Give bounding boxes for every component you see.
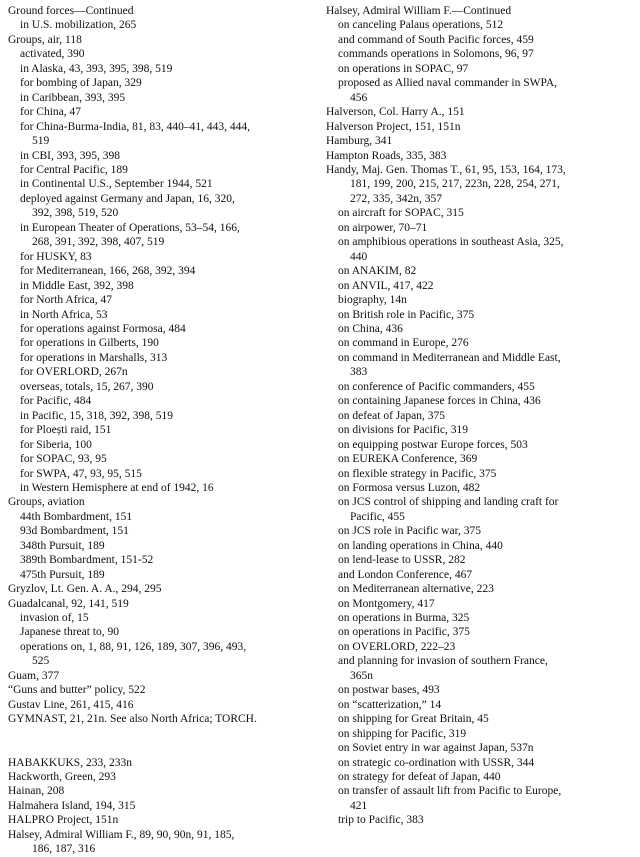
index-continuation: Pacific, 455 (350, 510, 405, 523)
index-subentry: operations on, 1, 88, 91, 126, 189, 307, 396, 493, (20, 640, 247, 653)
index-continuation: 392, 398, 519, 520 (32, 207, 119, 220)
index-subentry: on operations in SOPAC, 97 (338, 62, 469, 75)
index-subentry: in Caribbean, 393, 395 (20, 91, 126, 104)
index-subentry: and planning for invasion of southern France, (338, 655, 548, 668)
index-heading: Ground forces—Continued (8, 5, 134, 17)
index-heading: GYMNAST, 21, 21n. See also North Africa; TORCH. (8, 713, 257, 726)
index-continuation: 268, 391, 392, 398, 407, 519 (32, 236, 165, 249)
index-heading: Groups, air, 118 (8, 33, 82, 46)
index-subentry: on Soviet entry in war against Japan, 537n (338, 742, 534, 755)
index-heading: Halsey, Admiral William F.—Continued (326, 5, 512, 17)
index-subentry: for operations in Gilberts, 190 (20, 337, 159, 350)
index-heading: Hampton Roads, 335, 383 (326, 149, 447, 162)
index-subentry: on command in Europe, 276 (338, 337, 469, 350)
index-subentry: for Pacific, 484 (20, 395, 92, 408)
index-subentry: proposed as Allied naval commander in SWPA, (338, 77, 557, 90)
index-heading: Gustav Line, 261, 415, 416 (8, 698, 134, 711)
index-continuation: 365n (350, 669, 373, 682)
index-heading: HABAKKUKS, 233, 233n (8, 756, 132, 769)
index-continuation: 272, 335, 342n, 357 (350, 192, 442, 205)
index-subentry: on shipping for Great Britain, 45 (338, 713, 489, 726)
index-subentry: on ANAKIM, 82 (338, 265, 417, 278)
index-subentry: for operations against Formosa, 484 (20, 322, 186, 335)
index-heading: Handy, Maj. Gen. Thomas T., 61, 95, 153, 164, 173, (326, 163, 566, 176)
index-heading: Hamburg, 341 (326, 135, 393, 148)
index-subentry: on British role in Pacific, 375 (338, 308, 475, 321)
index-subentry: on conference of Pacific commanders, 455 (338, 380, 535, 393)
index-heading: Guam, 377 (8, 669, 60, 682)
index-continuation: 181, 199, 200, 215, 217, 223n, 228, 254, 271, (350, 178, 560, 191)
index-subentry: on Montgomery, 417 (338, 597, 435, 610)
index-heading: HALPRO Project, 151n (8, 814, 119, 827)
index-subentry: in North Africa, 53 (20, 308, 108, 321)
index-subentry: on airpower, 70–71 (338, 221, 428, 234)
index-subentry: for OVERLORD, 267n (20, 366, 128, 379)
index-subentry: on strategic co-ordination with USSR, 344 (338, 756, 535, 769)
index-continuation: 383 (350, 366, 368, 379)
index-subentry: on ANVIL, 417, 422 (338, 279, 434, 292)
index-column-left (8, 4, 313, 857)
index-subentry: in Pacific, 15, 318, 392, 398, 519 (20, 409, 173, 422)
index-subentry: 475th Pursuit, 189 (20, 568, 105, 581)
index-subentry: in Middle East, 392, 398 (20, 279, 134, 292)
index-heading: Hackworth, Green, 293 (8, 770, 116, 783)
index-subentry: for bombing of Japan, 329 (20, 77, 142, 90)
index-subentry: on postwar bases, 493 (338, 684, 440, 697)
index-subentry: for North Africa, 47 (20, 294, 112, 307)
index-subentry: 44th Bombardment, 151 (20, 510, 133, 523)
index-column-right (326, 4, 634, 828)
index-heading: Hainan, 208 (8, 785, 65, 798)
index-subentry: on OVERLORD, 222–23 (338, 640, 456, 653)
index-continuation: 519 (32, 135, 50, 148)
index-subentry: in European Theater of Operations, 53–54, 166, (20, 221, 240, 234)
index-continuation: 186, 187, 316 (32, 843, 96, 856)
blank-line (8, 741, 313, 755)
index-subentry: for HUSKY, 83 (20, 250, 92, 263)
index-subentry: in CBI, 393, 395, 398 (20, 149, 120, 162)
index-subentry: on EUREKA Conference, 369 (338, 453, 478, 466)
index-subentry: Japanese threat to, 90 (20, 626, 119, 639)
index-subentry: for SWPA, 47, 93, 95, 515 (20, 467, 142, 480)
index-subentry: for Central Pacific, 189 (20, 163, 128, 176)
index-subentry: on landing operations in China, 440 (338, 539, 503, 552)
index-subentry: in U.S. mobilization, 265 (20, 19, 137, 32)
index-subentry: for Ploești raid, 151 (20, 424, 112, 437)
index-subentry: on China, 436 (338, 322, 403, 335)
index-subentry: on flexible strategy in Pacific, 375 (338, 467, 497, 480)
index-subentry: on shipping for Pacific, 319 (338, 727, 467, 740)
index-subentry: in Continental U.S., September 1944, 521 (20, 178, 213, 191)
index-subentry: 93d Bombardment, 151 (20, 525, 129, 538)
index-subentry: for operations in Marshalls, 313 (20, 351, 168, 364)
index-subentry: trip to Pacific, 383 (338, 814, 424, 827)
index-heading: Gryzlov, Lt. Gen. A. A., 294, 295 (8, 583, 162, 596)
index-continuation: 421 (350, 799, 368, 812)
index-subentry: overseas, totals, 15, 267, 390 (20, 380, 154, 393)
index-subentry: on Mediterranean alternative, 223 (338, 583, 494, 596)
index-subentry: 389th Bombardment, 151-52 (20, 554, 154, 567)
index-subentry: on command in Mediterranean and Middle East, (338, 351, 561, 364)
index-subentry: on “scatterization,” 14 (338, 698, 442, 711)
index-subentry: on operations in Pacific, 375 (338, 626, 470, 639)
index-heading: Halverson Project, 151, 151n (326, 120, 461, 133)
index-subentry: on divisions for Pacific, 319 (338, 424, 468, 437)
index-subentry: on strategy for defeat of Japan, 440 (338, 771, 501, 784)
index-subentry: for SOPAC, 93, 95 (20, 453, 107, 466)
index-continuation: 456 (350, 91, 368, 104)
index-subentry: and command of South Pacific forces, 459 (338, 33, 534, 46)
index-subentry: activated, 390 (20, 48, 85, 61)
index-heading: “Guns and butter” policy, 522 (8, 684, 146, 697)
index-continuation: 525 (32, 655, 50, 668)
index-subentry: for China, 47 (20, 106, 82, 119)
index-subentry: on aircraft for SOPAC, 315 (338, 207, 464, 220)
index-subentry: invasion of, 15 (20, 612, 89, 625)
index-subentry: on JCS role in Pacific war, 375 (338, 525, 481, 538)
index-subentry: on Formosa versus Luzon, 482 (338, 481, 481, 494)
index-subentry: biography, 14n (338, 294, 407, 307)
index-continuation: 440 (350, 250, 368, 263)
index-subentry: 348th Pursuit, 189 (20, 539, 105, 552)
index-subentry: in Western Hemisphere at end of 1942, 16 (20, 481, 214, 494)
index-heading: Halverson, Col. Harry A., 151 (326, 106, 465, 119)
index-heading: Halsey, Admiral William F., 89, 90, 90n, 91, 185, (8, 828, 235, 841)
index-subentry: for Mediterranean, 166, 268, 392, 394 (20, 265, 196, 278)
index-subentry: and London Conference, 467 (338, 568, 473, 581)
index-heading: Groups, aviation (8, 496, 85, 509)
blank-line (8, 727, 313, 741)
index-subentry: on operations in Burma, 325 (338, 612, 470, 625)
index-subentry: on canceling Palaus operations, 512 (338, 19, 504, 32)
index-subentry: on transfer of assault lift from Pacific to Europe, (338, 785, 562, 798)
index-subentry: for China-Burma-India, 81, 83, 440–41, 443, 444, (20, 120, 250, 133)
index-heading: Guadalcanal, 92, 141, 519 (8, 597, 129, 610)
index-subentry: on defeat of Japan, 375 (338, 409, 445, 422)
index-subentry: for Siberia, 100 (20, 438, 92, 451)
index-subentry: on lend-lease to USSR, 282 (338, 554, 466, 567)
index-subentry: on equipping postwar Europe forces, 503 (338, 438, 528, 451)
index-subentry: in Alaska, 43, 393, 395, 398, 519 (20, 62, 173, 75)
index-heading: Halmahera Island, 194, 315 (8, 799, 136, 812)
index-subentry: on amphibious operations in southeast Asia, 325, (338, 236, 564, 249)
index-subentry: deployed against Germany and Japan, 16, 320, (20, 192, 235, 205)
index-subentry: on JCS control of shipping and landing craft for (338, 496, 559, 509)
index-subentry: commands operations in Solomons, 96, 97 (338, 48, 534, 61)
index-subentry: on containing Japanese forces in China, 436 (338, 395, 541, 408)
